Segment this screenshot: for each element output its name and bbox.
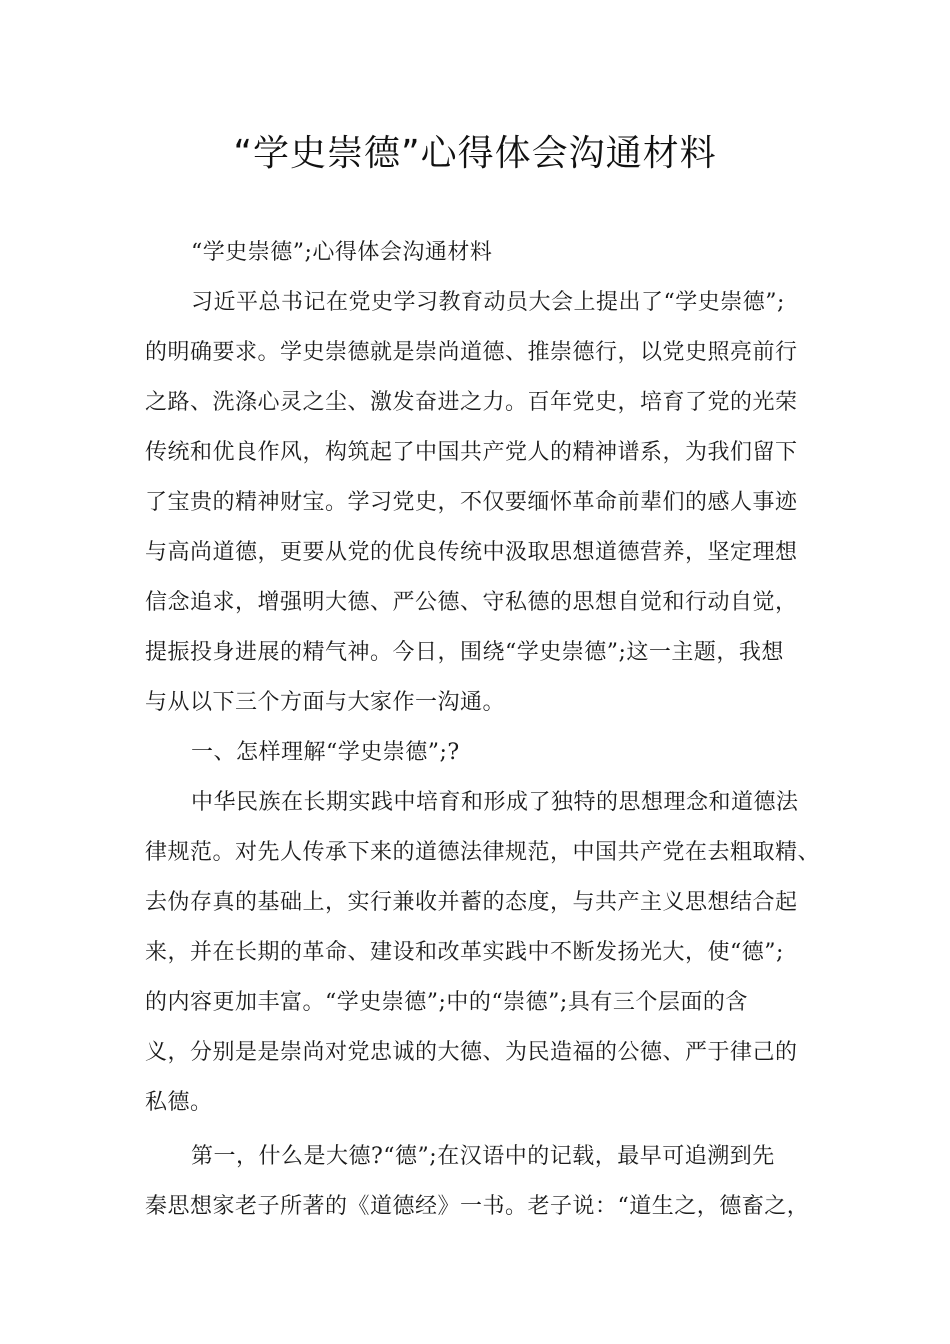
paragraph-line: 提振投身进展的精气神。今日，围绕“学史崇德”;这一主题，我想 bbox=[145, 640, 784, 665]
paragraph-line: 中华民族在长期实践中培育和形成了独特的思想理念和道德法 bbox=[191, 790, 799, 815]
paragraph-line: 义，分别是是崇尚对党忠诚的大德、为民造福的公德、严于律己的 bbox=[145, 1040, 798, 1065]
document-body bbox=[145, 228, 835, 1232]
paragraph-line: 的内容更加丰富。“学史崇德”;中的“崇德”;具有三个层面的含 bbox=[145, 990, 748, 1015]
section-heading: 一、怎样理解“学史崇德”;? bbox=[191, 740, 460, 765]
paragraph-line: 律规范。对先人传承下来的道德法律规范，中国共产党在去粗取精、 bbox=[145, 840, 821, 865]
document-title: “学史崇德”心得体会沟通材料 bbox=[233, 133, 717, 174]
paragraph-line: 秦思想家老子所著的《道德经》一书。老子说：“道生之，德畜之， bbox=[145, 1194, 810, 1219]
paragraph-line: 来，并在长期的革命、建设和改革实践中不断发扬光大，使“德”; bbox=[145, 940, 784, 965]
paragraph-line: 了宝贵的精神财宝。学习党史，不仅要缅怀革命前辈们的感人事迹 bbox=[145, 490, 798, 515]
paragraph-line: 传统和优良作风，构筑起了中国共产党人的精神谱系，为我们留下 bbox=[145, 440, 798, 465]
paragraph-line: 习近平总书记在党史学习教育动员大会上提出了“学史崇德”; bbox=[191, 290, 785, 315]
paragraph-line: 与高尚道德，更要从党的优良传统中汲取思想道德营养，坚定理想 bbox=[145, 540, 798, 565]
paragraph-line: 与从以下三个方面与大家作一沟通。 bbox=[145, 690, 506, 715]
paragraph-line: 的明确要求。学史崇德就是崇尚道德、推崇德行，以党史照亮前行 bbox=[145, 340, 798, 365]
paragraph-line: 第一，什么是大德?“德”;在汉语中的记载，最早可追溯到先 bbox=[191, 1144, 775, 1169]
paragraph-line: 私德。 bbox=[145, 1090, 213, 1115]
paragraph-line: 之路、洗涤心灵之尘、激发奋进之力。百年党史，培育了党的光荣 bbox=[145, 390, 798, 415]
paragraph-line: 信念追求，增强明大德、严公德、守私德的思想自觉和行动自觉， bbox=[145, 590, 798, 615]
subtitle-line: “学史崇德”;心得体会沟通材料 bbox=[191, 240, 493, 265]
paragraph-line: 去伪存真的基础上，实行兼收并蓄的态度，与共产主义思想结合起 bbox=[145, 890, 798, 915]
